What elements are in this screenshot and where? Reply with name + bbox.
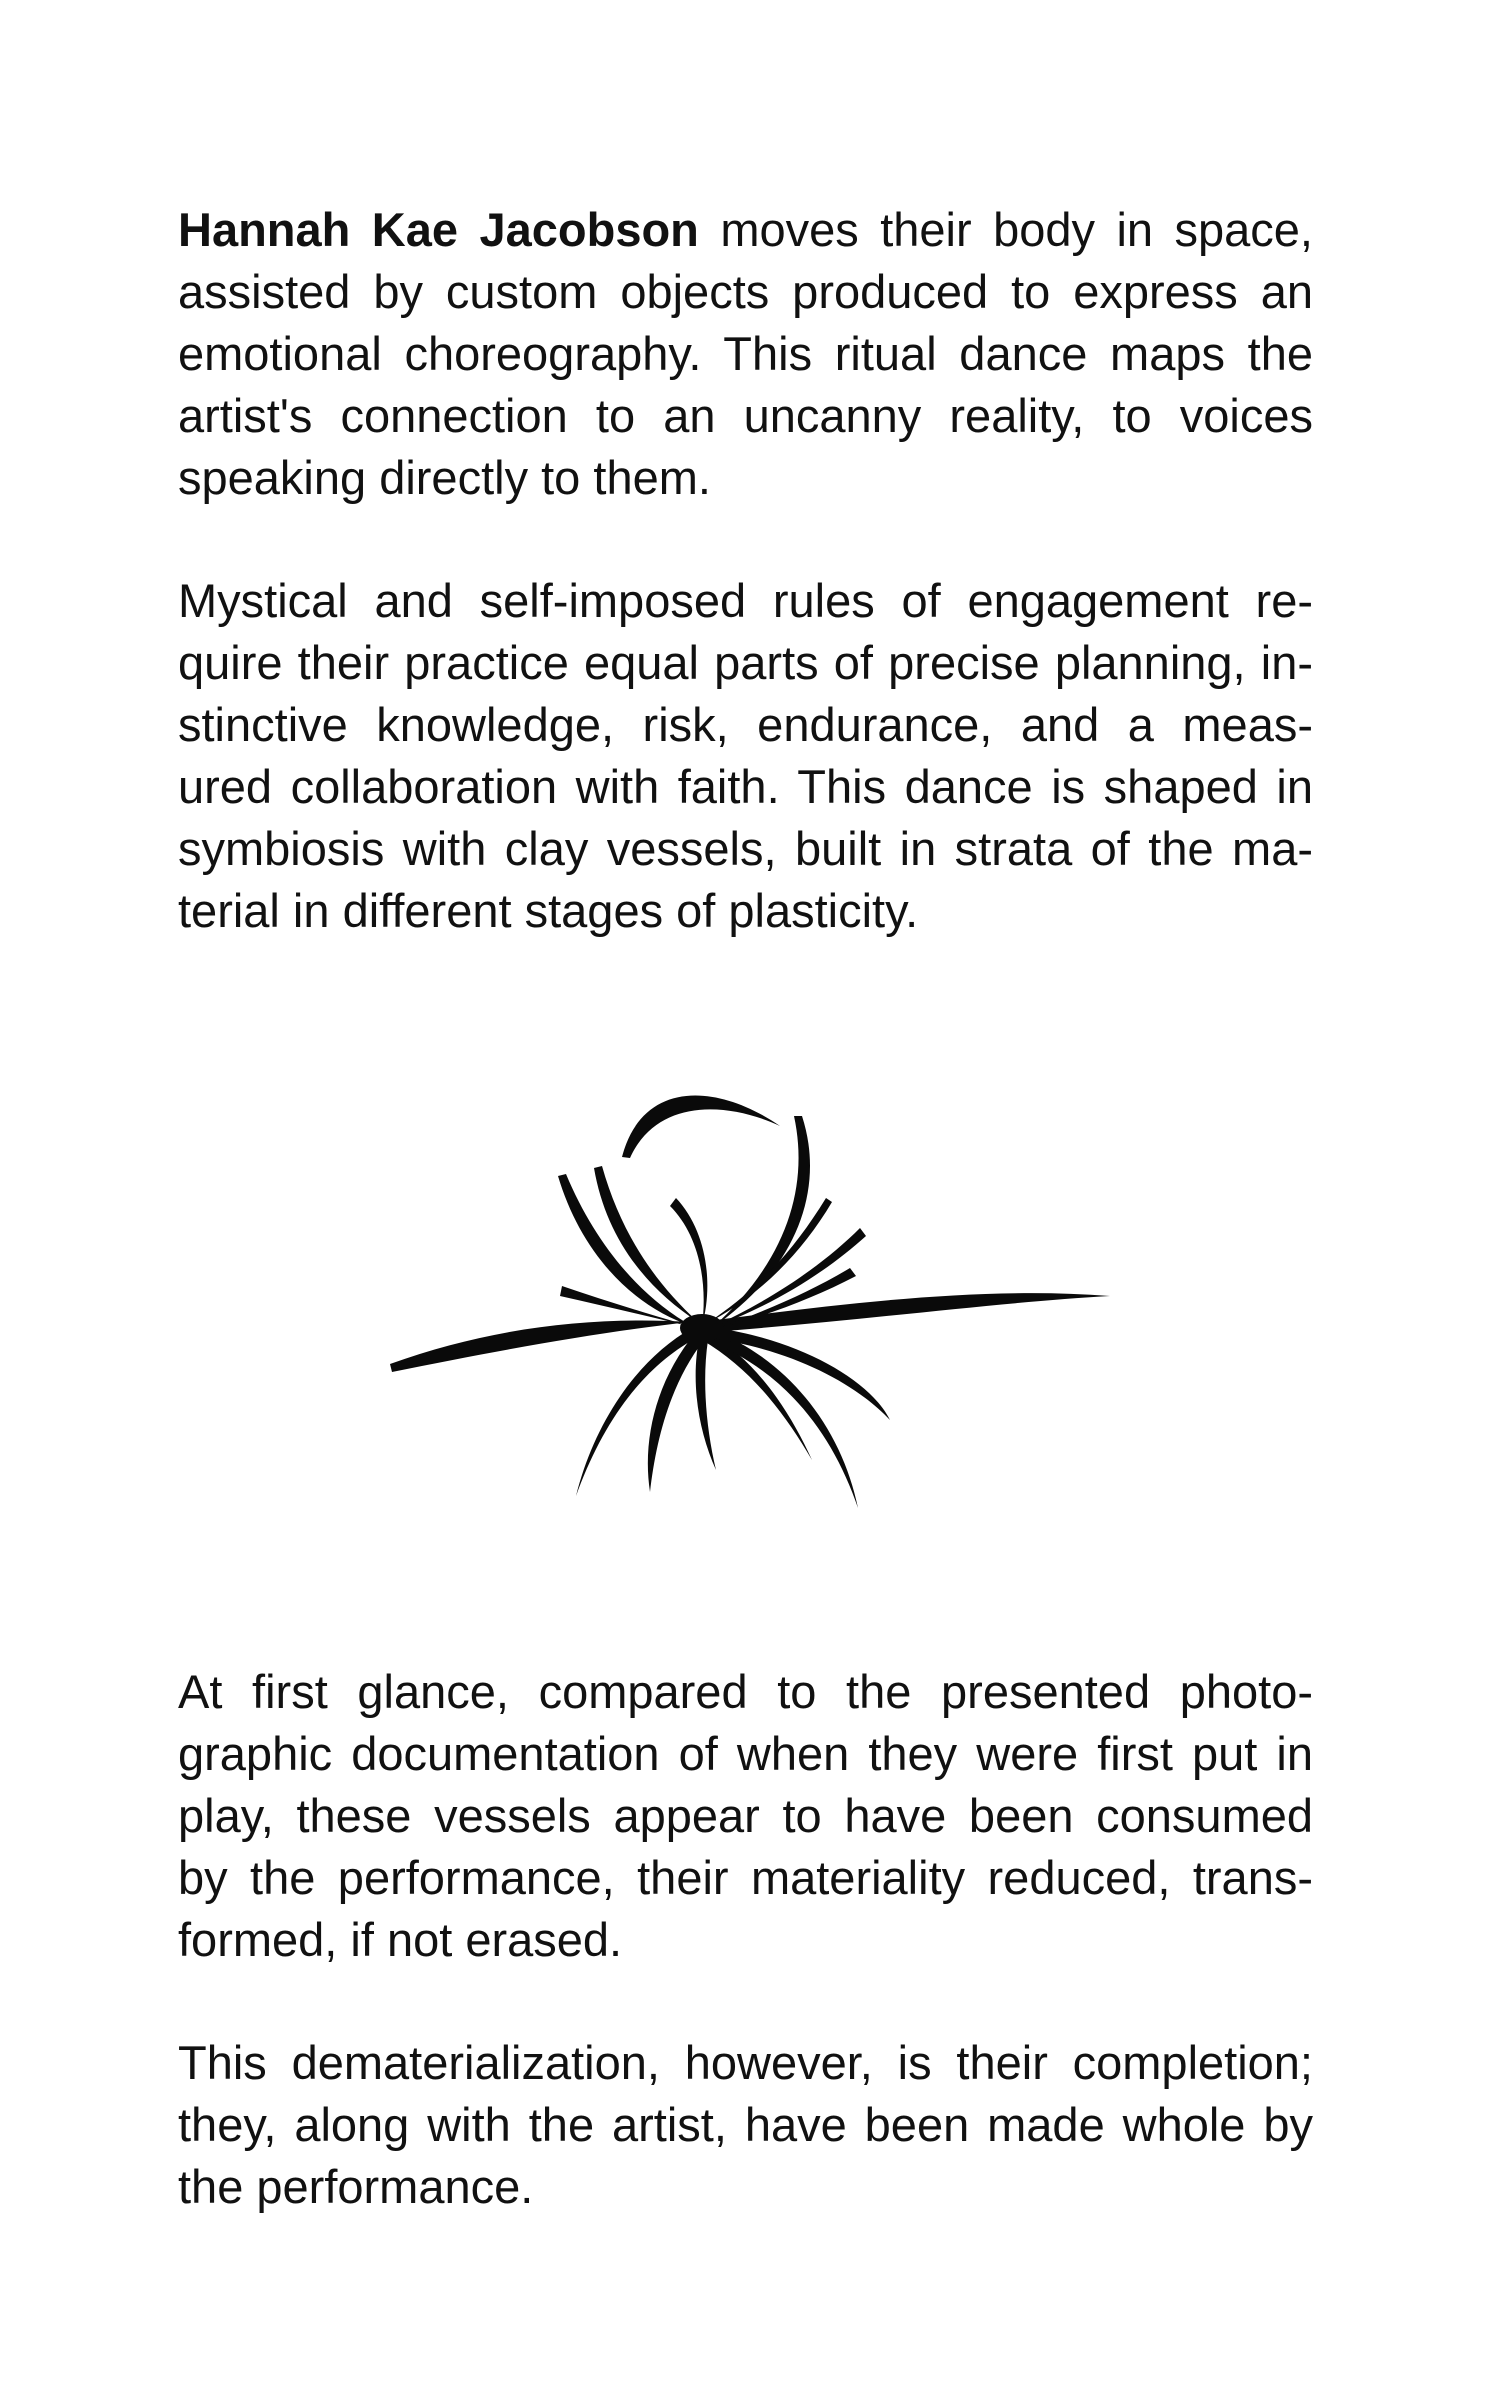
text-line: terial in different stages of plasticity. [178, 884, 919, 937]
text-line: At first glance, compared to the presented photo- [178, 1665, 1313, 1718]
text-line: formed, if not erased. [178, 1913, 623, 1966]
text-line: they, along with the artist, have been made whole by [178, 2098, 1313, 2151]
closing-paragraph [178, 2032, 1313, 2218]
artist-name: Hannah Kae Jacobson [178, 203, 699, 256]
text-line: ured collaboration with faith. This dance is shaped in [178, 760, 1313, 813]
documentation-paragraph [178, 1661, 1313, 1971]
text-line: stinctive knowledge, risk, endurance, and a meas- [178, 698, 1313, 751]
text-line: speaking directly to them. [178, 451, 711, 504]
text-line: artist's connection to an uncanny reality, to voices [178, 389, 1313, 442]
text-line: symbiosis with clay vessels, built in strata of the ma- [178, 822, 1313, 875]
text-line: Mystical and self-imposed rules of engagement re- [178, 574, 1313, 627]
text-line: Hannah Kae Jacobson moves their body in space, [178, 203, 1313, 256]
ink-spider-drawing-icon [380, 1060, 1120, 1540]
practice-paragraph [178, 570, 1313, 942]
text-line: emotional choreography. This ritual dance maps the [178, 327, 1313, 380]
intro-paragraph [178, 199, 1313, 509]
text-line: play, these vessels appear to have been consumed [178, 1789, 1313, 1842]
text-line: This dematerialization, however, is their completion; [178, 2036, 1313, 2089]
text-line: graphic documentation of when they were first put in [178, 1727, 1313, 1780]
text-line: by the performance, their materiality reduced, trans- [178, 1851, 1313, 1904]
text-line: the performance. [178, 2160, 534, 2213]
text-line: assisted by custom objects produced to express an [178, 265, 1313, 318]
text-line: quire their practice equal parts of precise planning, in- [178, 636, 1313, 689]
